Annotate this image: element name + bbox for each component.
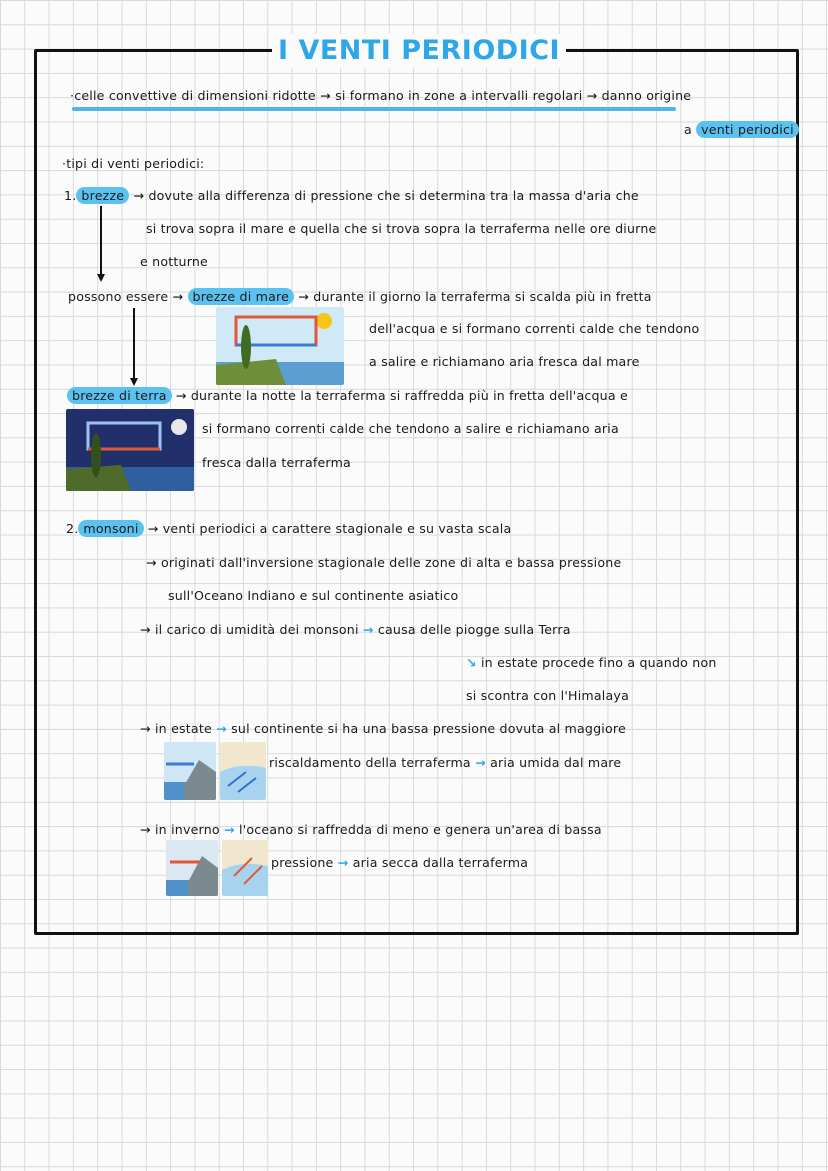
- possono-line: [68, 289, 652, 305]
- winter-monsoon-map: [222, 840, 268, 896]
- brezze-label: brezze: [76, 187, 129, 204]
- arrow-icon: →: [146, 555, 157, 570]
- monsoni-line4: [140, 622, 571, 638]
- page-frame: [34, 49, 799, 935]
- arrow-icon: →: [298, 289, 310, 304]
- arrow-icon: →: [586, 88, 598, 103]
- arrow-down-icon: [97, 274, 105, 282]
- arrow-icon: →: [133, 188, 145, 203]
- arrow-icon: →: [175, 388, 187, 403]
- inverno-label: in inverno: [154, 822, 220, 837]
- inverno-text1: l'oceano si raffredda di meno e genera un'area di bassa: [239, 822, 602, 837]
- monsoni-text5: in estate procede fino a quando non: [480, 655, 717, 670]
- blue-arrow-icon: ↘: [466, 655, 477, 670]
- intro-part1: ·celle convettive di dimensioni ridotte: [70, 88, 316, 103]
- inverno-line1: [140, 822, 602, 838]
- monsoni-label: monsoni: [78, 520, 143, 537]
- inverno-text2a: pressione: [271, 855, 334, 870]
- types-heading: ·tipi di venti periodici:: [62, 156, 205, 171]
- monsoni-line1: [66, 521, 511, 537]
- inverno-line2: [271, 855, 528, 871]
- inverno-text2b: aria secca dalla terraferma: [352, 855, 529, 870]
- summer-monsoon-map: [220, 742, 266, 800]
- intro-part3: danno origine: [601, 88, 692, 103]
- monsoni-text4b: causa delle piogge sulla Terra: [377, 622, 571, 637]
- terra-line1: [67, 388, 628, 404]
- terra-line2: si formano correnti calde che tendono a salire e richiamano aria: [202, 421, 619, 436]
- monsoni-text2: originati dall'inversione stagionale delle zone di alta e bassa pressione: [160, 555, 622, 570]
- blue-arrow-icon: →: [475, 755, 486, 770]
- arrow-icon: →: [140, 622, 151, 637]
- intro-underline: [72, 107, 676, 111]
- monsoni-line2: [146, 555, 621, 571]
- highlight-venti-periodici: venti periodici: [696, 121, 799, 138]
- intro-line2: [684, 122, 799, 138]
- arrow-icon: →: [140, 822, 151, 837]
- connector-line: [133, 308, 135, 380]
- summer-monsoon-image: [164, 742, 216, 800]
- blue-arrow-icon: →: [224, 822, 235, 837]
- intro-part4: a: [684, 122, 692, 137]
- estate-text1: sul continente si ha una bassa pressione dovuta al maggiore: [231, 721, 626, 736]
- blue-arrow-icon: →: [337, 855, 349, 870]
- page-title: I VENTI PERIODICI: [272, 34, 566, 68]
- estate-line2: [269, 755, 621, 771]
- blue-arrow-icon: →: [362, 622, 374, 637]
- monsoni-text1: venti periodici a carattere stagionale e su vasta scala: [162, 521, 512, 536]
- estate-line1: [140, 721, 626, 737]
- monsoni-number: 2.: [66, 521, 79, 536]
- arrow-icon: →: [320, 88, 331, 103]
- arrow-down-icon: [130, 378, 138, 386]
- brezze-terra-label: brezze di terra: [67, 387, 172, 404]
- brezze-mare-label: brezze di mare: [188, 288, 295, 305]
- brezze-line1: [64, 188, 639, 204]
- brezze-text1: dovute alla differenza di pressione che si determina tra la massa d'aria che: [148, 188, 639, 203]
- brezze-line3: e notturne: [140, 254, 208, 269]
- arrow-icon: →: [147, 521, 159, 536]
- intro-line: [70, 88, 691, 104]
- land-breeze-image: [66, 409, 194, 491]
- mare-text1: durante il giorno la terraferma si scalda più in fretta: [313, 289, 652, 304]
- intro-part2: si formano in zone a intervalli regolari: [335, 88, 583, 103]
- possono-text: possono essere: [68, 289, 169, 304]
- connector-line: [100, 206, 102, 276]
- monsoni-line6: si scontra con l'Himalaya: [466, 688, 629, 703]
- estate-label: in estate: [154, 721, 212, 736]
- blue-arrow-icon: →: [216, 721, 227, 736]
- sea-breeze-image: [216, 307, 344, 385]
- monsoni-text4a: il carico di umidità dei monsoni: [154, 622, 359, 637]
- estate-text2b: aria umida dal mare: [490, 755, 622, 770]
- arrow-icon: →: [140, 721, 151, 736]
- estate-text2a: riscaldamento della terraferma: [269, 755, 471, 770]
- brezze-line2: si trova sopra il mare e quella che si trova sopra la terraferma nelle ore diurne: [146, 221, 657, 236]
- winter-monsoon-image: [166, 840, 218, 896]
- brezze-number: 1.: [64, 188, 77, 203]
- mare-line2: dell'acqua e si formano correnti calde che tendono: [369, 321, 700, 336]
- terra-line3: fresca dalla terraferma: [202, 455, 351, 470]
- mare-line3: a salire e richiamano aria fresca dal mare: [369, 354, 640, 369]
- terra-text1: durante la notte la terraferma si raffredda più in fretta dell'acqua e: [190, 388, 628, 403]
- arrow-icon: →: [172, 289, 184, 304]
- monsoni-line5: [466, 655, 717, 671]
- monsoni-line3: sull'Oceano Indiano e sul continente asiatico: [168, 588, 459, 603]
